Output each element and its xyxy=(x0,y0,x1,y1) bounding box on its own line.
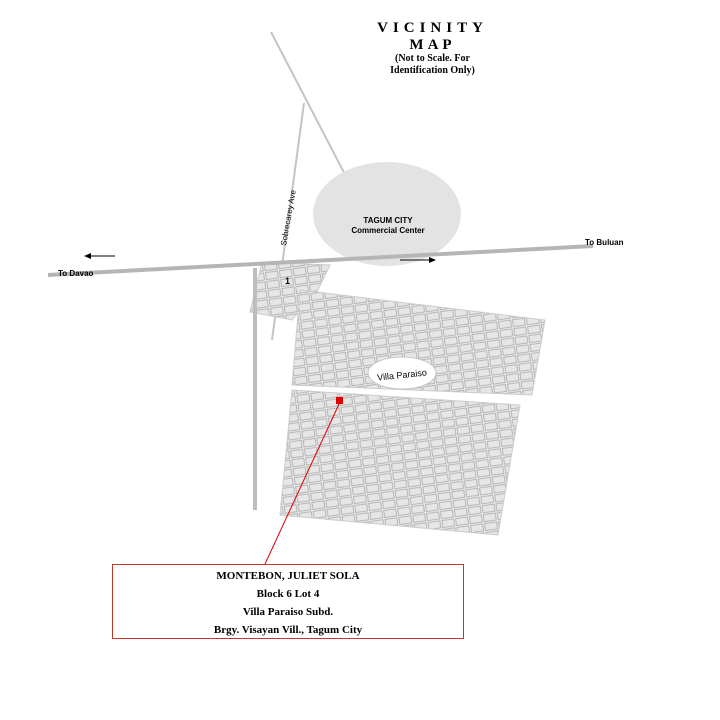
arrow-right-icon xyxy=(429,257,436,263)
arrow-left-icon xyxy=(84,253,91,259)
callout-subdivision: Villa Paraiso Subd. xyxy=(242,606,334,618)
subdivision-south-block xyxy=(280,390,520,535)
callout-block-lot: Block 6 Lot 4 xyxy=(256,588,320,600)
commercial-center-label-1: TAGUM CITY xyxy=(363,216,413,225)
scale-note-line-2: Identification Only) xyxy=(390,65,475,76)
title-line-2: MAP xyxy=(409,37,456,53)
to-davao-label: To Davao xyxy=(58,269,94,278)
commercial-center-area xyxy=(313,162,461,266)
title-line-1: VICINITY xyxy=(377,20,488,36)
lot-location-marker xyxy=(336,397,343,404)
property-callout-box xyxy=(112,564,464,639)
commercial-center-label-2: Commercial Center xyxy=(351,226,425,235)
to-bulaan-label: To Buluan xyxy=(585,238,624,247)
callout-owner: MONTEBON, JULIET SOLA xyxy=(216,570,360,582)
scale-note-line-1: (Not to Scale. For xyxy=(395,53,470,64)
villa-paraiso-label: Villa Paraiso xyxy=(376,367,428,383)
street-label: Sobrecarey Ave xyxy=(279,189,298,247)
callout-address: Brgy. Visayan Vill., Tagum City xyxy=(213,624,363,636)
lot-marker-label: 1 xyxy=(285,276,291,286)
